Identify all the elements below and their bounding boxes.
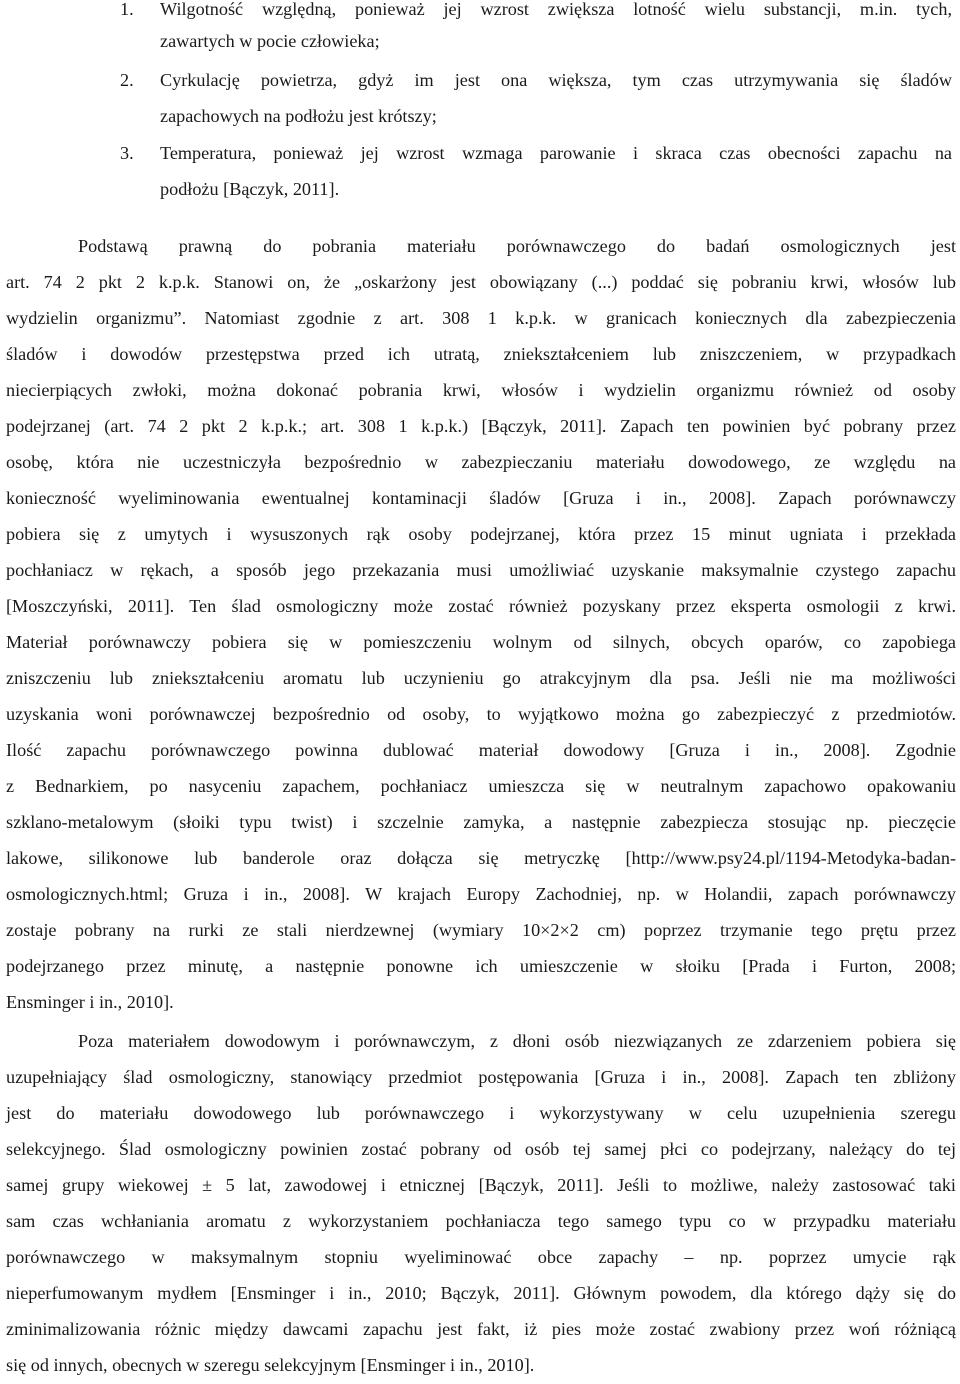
list-number: 1. — [120, 0, 134, 19]
paragraph-line: niecierpiących zwłoki, można dokonać pobrania krwi, włosów i wydzielin organizmu również od osoby — [6, 380, 956, 400]
list-text: Cyrkulację powietrza, gdyż im jest ona większa, tym czas utrzymywania się śladów — [160, 70, 952, 90]
list-text: zawartych w pocie człowieka; — [160, 31, 380, 51]
paragraph-line: uzyskania woni porównawczej bezpośrednio od osoby, to wyjątkowo można go zabezpieczyć z przedmiotów. — [6, 704, 956, 724]
paragraph-line: szklano-metalowym (słoiki typu twist) i szczelnie zamyka, a następnie zabezpiecza stosując np. pieczęcie — [6, 812, 956, 832]
paragraph-line: nieperfumowanym mydłem [Ensminger i in., 2010; Bączyk, 2011]. Głównym powodem, dla którego dąży się do — [6, 1283, 956, 1303]
list-item-continuation — [6, 30, 956, 52]
paragraph-line: podejrzanej (art. 74 2 pkt 2 k.p.k.; art. 308 1 k.p.k.) [Bączyk, 2011]. Zapach ten powinien być pobrany przez — [6, 416, 956, 436]
list-text: Temperatura, ponieważ jej wzrost wzmaga parowanie i skraca czas obecności zapachu na — [160, 143, 952, 163]
list-item — [6, 69, 956, 91]
paragraph-line: sam czas wchłaniania aromatu z wykorzystaniem pochłaniacza tego samego typu co w przypadku materiału — [6, 1211, 956, 1231]
paragraph-line: Materiał porównawczy pobiera się w pomieszczeniu wolnym od silnych, obcych oparów, co zapobiega — [6, 632, 956, 652]
paragraph-line: zostaje pobrany na rurki ze stali nierdzewnej (wymiary 10×2×2 cm) poprzez trzymanie tego prętu przez — [6, 920, 956, 940]
paragraph-line: osobę, która nie uczestniczyła bezpośrednio w zabezpieczaniu materiału dowodowego, ze względu na — [6, 452, 956, 472]
paragraph-line: Ensminger i in., 2010]. — [6, 992, 174, 1012]
paragraph-line: wydzielin organizmu”. Natomiast zgodnie z art. 308 1 k.p.k. w granicach koniecznych dla zabezpieczenia — [6, 308, 956, 328]
paragraph-line: konieczność wyeliminowania ewentualnej kontaminacji śladów [Gruza i in., 2008]. Zapach porównawczy — [6, 488, 956, 508]
paragraph-line: się od innych, obecnych w szeregu selekcyjnym [Ensminger i in., 2010]. — [6, 1355, 535, 1375]
list-item-continuation — [6, 105, 956, 127]
paragraph-line: Ilość zapachu porównawczego powinna dublować materiał dowodowy [Gruza i in., 2008]. Zgodnie — [6, 740, 956, 760]
paragraph-line: jest do materiału dowodowego lub porównawczego i wykorzystywany w celu uzupełnienia szeregu — [6, 1103, 956, 1123]
paragraph-line: osmologicznych.html; Gruza i in., 2008]. W krajach Europy Zachodniej, np. w Holandii, zapach porównawczy — [6, 884, 956, 904]
paragraph-line: z Bednarkiem, po nasyceniu zapachem, pochłaniacz umieszcza się w neutralnym zapachowo opakowaniu — [6, 776, 956, 796]
paragraph-line: zminimalizowania różnic między dawcami zapachu jest fakt, iż pies może zostać zwabiony przez woń różniącą — [6, 1319, 956, 1339]
paragraph-line: podejrzanego przez minutę, a następnie ponowne ich umieszczenie w słoiku [Prada i Furton, 2008; — [6, 956, 956, 976]
list-number: 3. — [120, 143, 134, 163]
list-text: zapachowych na podłożu jest krótszy; — [160, 106, 437, 126]
paragraph-line: Podstawą prawną do pobrania materiału porównawczego do badań osmologicznych jest — [78, 236, 956, 256]
paragraph-line: samej grupy wiekowej ± 5 lat, zawodowej i etnicznej [Bączyk, 2011]. Jeśli to możliwe, należy zastosować taki — [6, 1175, 956, 1195]
paragraph-line: selekcyjnego. Ślad osmologiczny powinien zostać pobrany od osób tej samej płci co podejrzany, należący do tej — [6, 1139, 956, 1159]
list-item — [6, 142, 956, 164]
paragraph-line: zniszczeniu lub zniekształceniu aromatu lub uczynieniu go atrakcyjnym dla psa. Jeśli nie ma możliwości — [6, 668, 956, 688]
paragraph-line: pochłaniacz w rękach, a sposób jego przekazania musi umożliwiać uzyskanie maksymalnie czystego zapachu — [6, 560, 956, 580]
paragraph-line: pobiera się z umytych i wysuszonych rąk osoby podejrzanej, która przez 15 minut ugniata i przekłada — [6, 524, 956, 544]
paragraph-line: śladów i dowodów przestępstwa przed ich utratą, zniekształceniem lub zniszczeniem, w przypadkach — [6, 344, 956, 364]
paragraph-line: lakowe, silikonowe lub banderole oraz dołącza się metryczkę [http://www.psy24.pl/1194-Metodyka-badan- — [6, 848, 956, 868]
list-text: Wilgotność względną, ponieważ jej wzrost zwiększa lotność wielu substancji, m.in. tych, — [160, 0, 952, 19]
paragraph-line: Poza materiałem dowodowym i porównawczym, z dłoni osób niezwiązanych ze zdarzeniem pobiera się — [78, 1031, 956, 1051]
list-item — [6, 0, 956, 20]
list-number: 2. — [120, 70, 134, 90]
paragraph-line: [Moszczyński, 2011]. Ten ślad osmologiczny może zostać również pozyskany przez eksperta osmologii z krwi. — [6, 596, 956, 616]
list-item-continuation — [6, 178, 956, 200]
paragraph-line: art. 74 2 pkt 2 k.p.k. Stanowi on, że „oskarżony jest obowiązany (...) poddać się pobraniu krwi, włosów lub — [6, 272, 956, 292]
paragraph-line: uzupełniający ślad osmologiczny, stanowiący przedmiot postępowania [Gruza i in., 2008]. Zapach ten zbliżony — [6, 1067, 956, 1087]
list-text: podłożu [Bączyk, 2011]. — [160, 179, 340, 199]
paragraph-line: porównawczego w maksymalnym stopniu wyeliminować obce zapachy – np. poprzez umycie rąk — [6, 1247, 956, 1267]
